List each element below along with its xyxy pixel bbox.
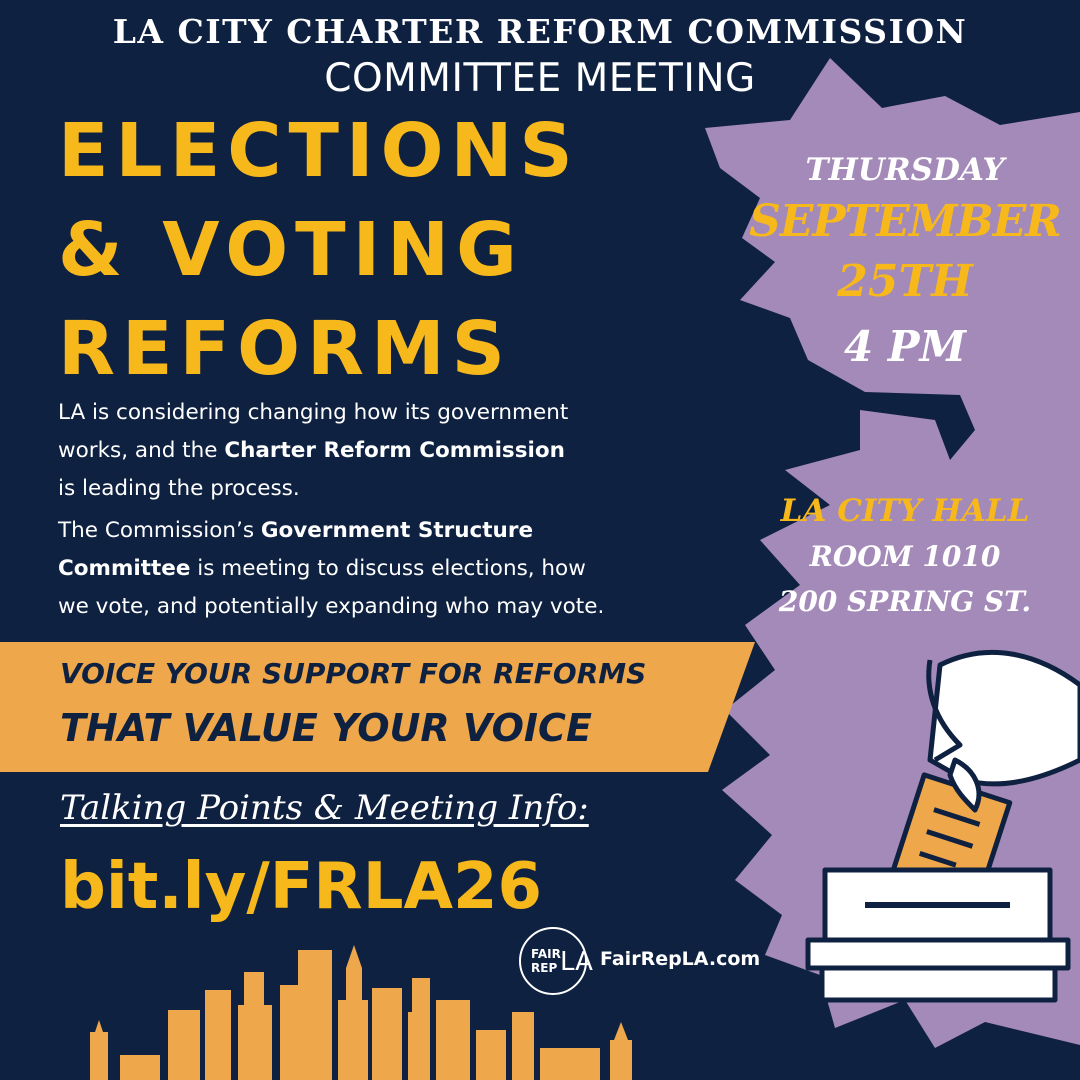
commission-heading: LA CITY CHARTER REFORM COMMISSION <box>112 12 968 51</box>
committee-line-3: we vote, and potentially expanding who may vote. <box>58 594 605 619</box>
event-venue: LA CITY HALL <box>780 493 1030 529</box>
cta-line-1: VOICE YOUR SUPPORT FOR REFORMS <box>60 657 647 690</box>
title-line-3: REFORMS <box>58 306 512 392</box>
intro-line-2: works, and the Charter Reform Commission <box>58 438 565 463</box>
event-address: 200 SPRING ST. <box>778 585 1032 618</box>
short-link[interactable]: bit.ly/FRLA26 <box>60 850 543 924</box>
intro-line-1: LA is considering changing how its government <box>58 400 569 425</box>
fairrepla-logo: FAIR REP LA <box>519 927 587 995</box>
committee-line-2: Committee is meeting to discuss elections, how <box>58 556 586 581</box>
event-date: 25TH <box>837 256 973 307</box>
event-month: SEPTEMBER <box>749 196 1061 247</box>
title-line-2: & VOTING <box>58 207 524 293</box>
event-room: ROOM 1010 <box>809 540 1001 573</box>
intro-line-3: is leading the process. <box>58 476 300 501</box>
talking-points-label: Talking Points & Meeting Info: <box>60 788 589 828</box>
cta-line-2: THAT VALUE YOUR VOICE <box>60 706 592 750</box>
committee-line-1: The Commission’s Government Structure <box>58 518 534 543</box>
website-link[interactable]: FairRepLA.com <box>600 948 761 970</box>
event-time: 4 PM <box>844 322 966 371</box>
event-day: THURSDAY <box>805 152 1005 188</box>
title-line-1: ELECTIONS <box>58 108 580 194</box>
meeting-type-heading: COMMITTEE MEETING <box>324 56 756 101</box>
